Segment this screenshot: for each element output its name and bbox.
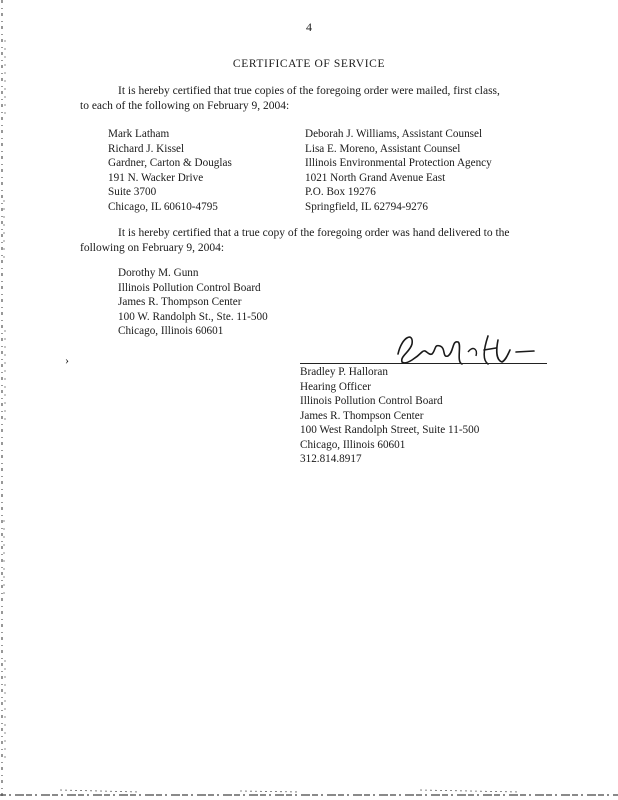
- signatory-line: 312.814.8917: [300, 453, 362, 465]
- signature-line: [300, 363, 547, 364]
- signatory-line: Hearing Officer: [300, 380, 371, 393]
- hand-delivery-paragraph: It is hereby certified that a true copy of the foregoing order was hand delivered to the following on February 9, 2004:: [80, 227, 510, 254]
- recipients-left: [108, 127, 232, 214]
- signatory-line: Illinois Pollution Control Board: [300, 395, 443, 407]
- recipient-line: Gardner, Carton & Douglas: [108, 157, 232, 169]
- certificate-heading: CERTIFICATE OF SERVICE: [232, 58, 386, 70]
- recipient-line: Suite 3700: [108, 186, 157, 198]
- recipient-line: 100 W. Randolph St., Ste. 11-500: [118, 310, 268, 323]
- recipient-line: 191 N. Wacker Drive: [108, 171, 204, 184]
- recipient-line: P.O. Box 19276: [305, 186, 376, 198]
- recipient-line: Richard J. Kissel: [108, 142, 185, 155]
- recipient-line: Illinois Environmental Protection Agency: [305, 157, 492, 169]
- signatory-line: Chicago, Illinois 60601: [300, 438, 406, 451]
- recipient-line: Chicago, IL 60610-4795: [108, 200, 218, 213]
- recipient-line: 1021 North Grand Avenue East: [305, 171, 446, 184]
- recipients-right: [305, 127, 492, 214]
- recipient-line: Chicago, Illinois 60601: [118, 325, 224, 337]
- recipient-line: Dorothy M. Gunn: [118, 267, 199, 279]
- margin-mark: ›: [65, 353, 69, 367]
- signatory-line: Bradley P. Halloran: [300, 366, 388, 378]
- recipient-line: Mark Latham: [108, 128, 170, 140]
- recipient-line: Illinois Pollution Control Board: [118, 281, 261, 294]
- recipient-line: Springfield, IL 62794-9276: [305, 200, 428, 213]
- scan-edge-left: [0, 0, 14, 800]
- recipient-line: Deborah J. Williams, Assistant Counsel: [305, 128, 483, 140]
- hand-delivered-recipient: [118, 266, 268, 339]
- mail-certification-paragraph: It is hereby certified that true copies of the foregoing order were mailed, first class, to each of the following on February 9, 2004:: [80, 85, 500, 112]
- signatory-line: James R. Thompson Center: [300, 409, 424, 422]
- recipient-line: James R. Thompson Center: [118, 296, 242, 308]
- recipient-line: Lisa E. Moreno, Assistant Counsel: [305, 142, 461, 155]
- signatory-line: 100 West Randolph Street, Suite 11-500: [300, 424, 480, 436]
- scan-edge-bottom: [0, 780, 618, 800]
- signatory-block: [300, 365, 479, 467]
- page-number: 4: [306, 20, 312, 34]
